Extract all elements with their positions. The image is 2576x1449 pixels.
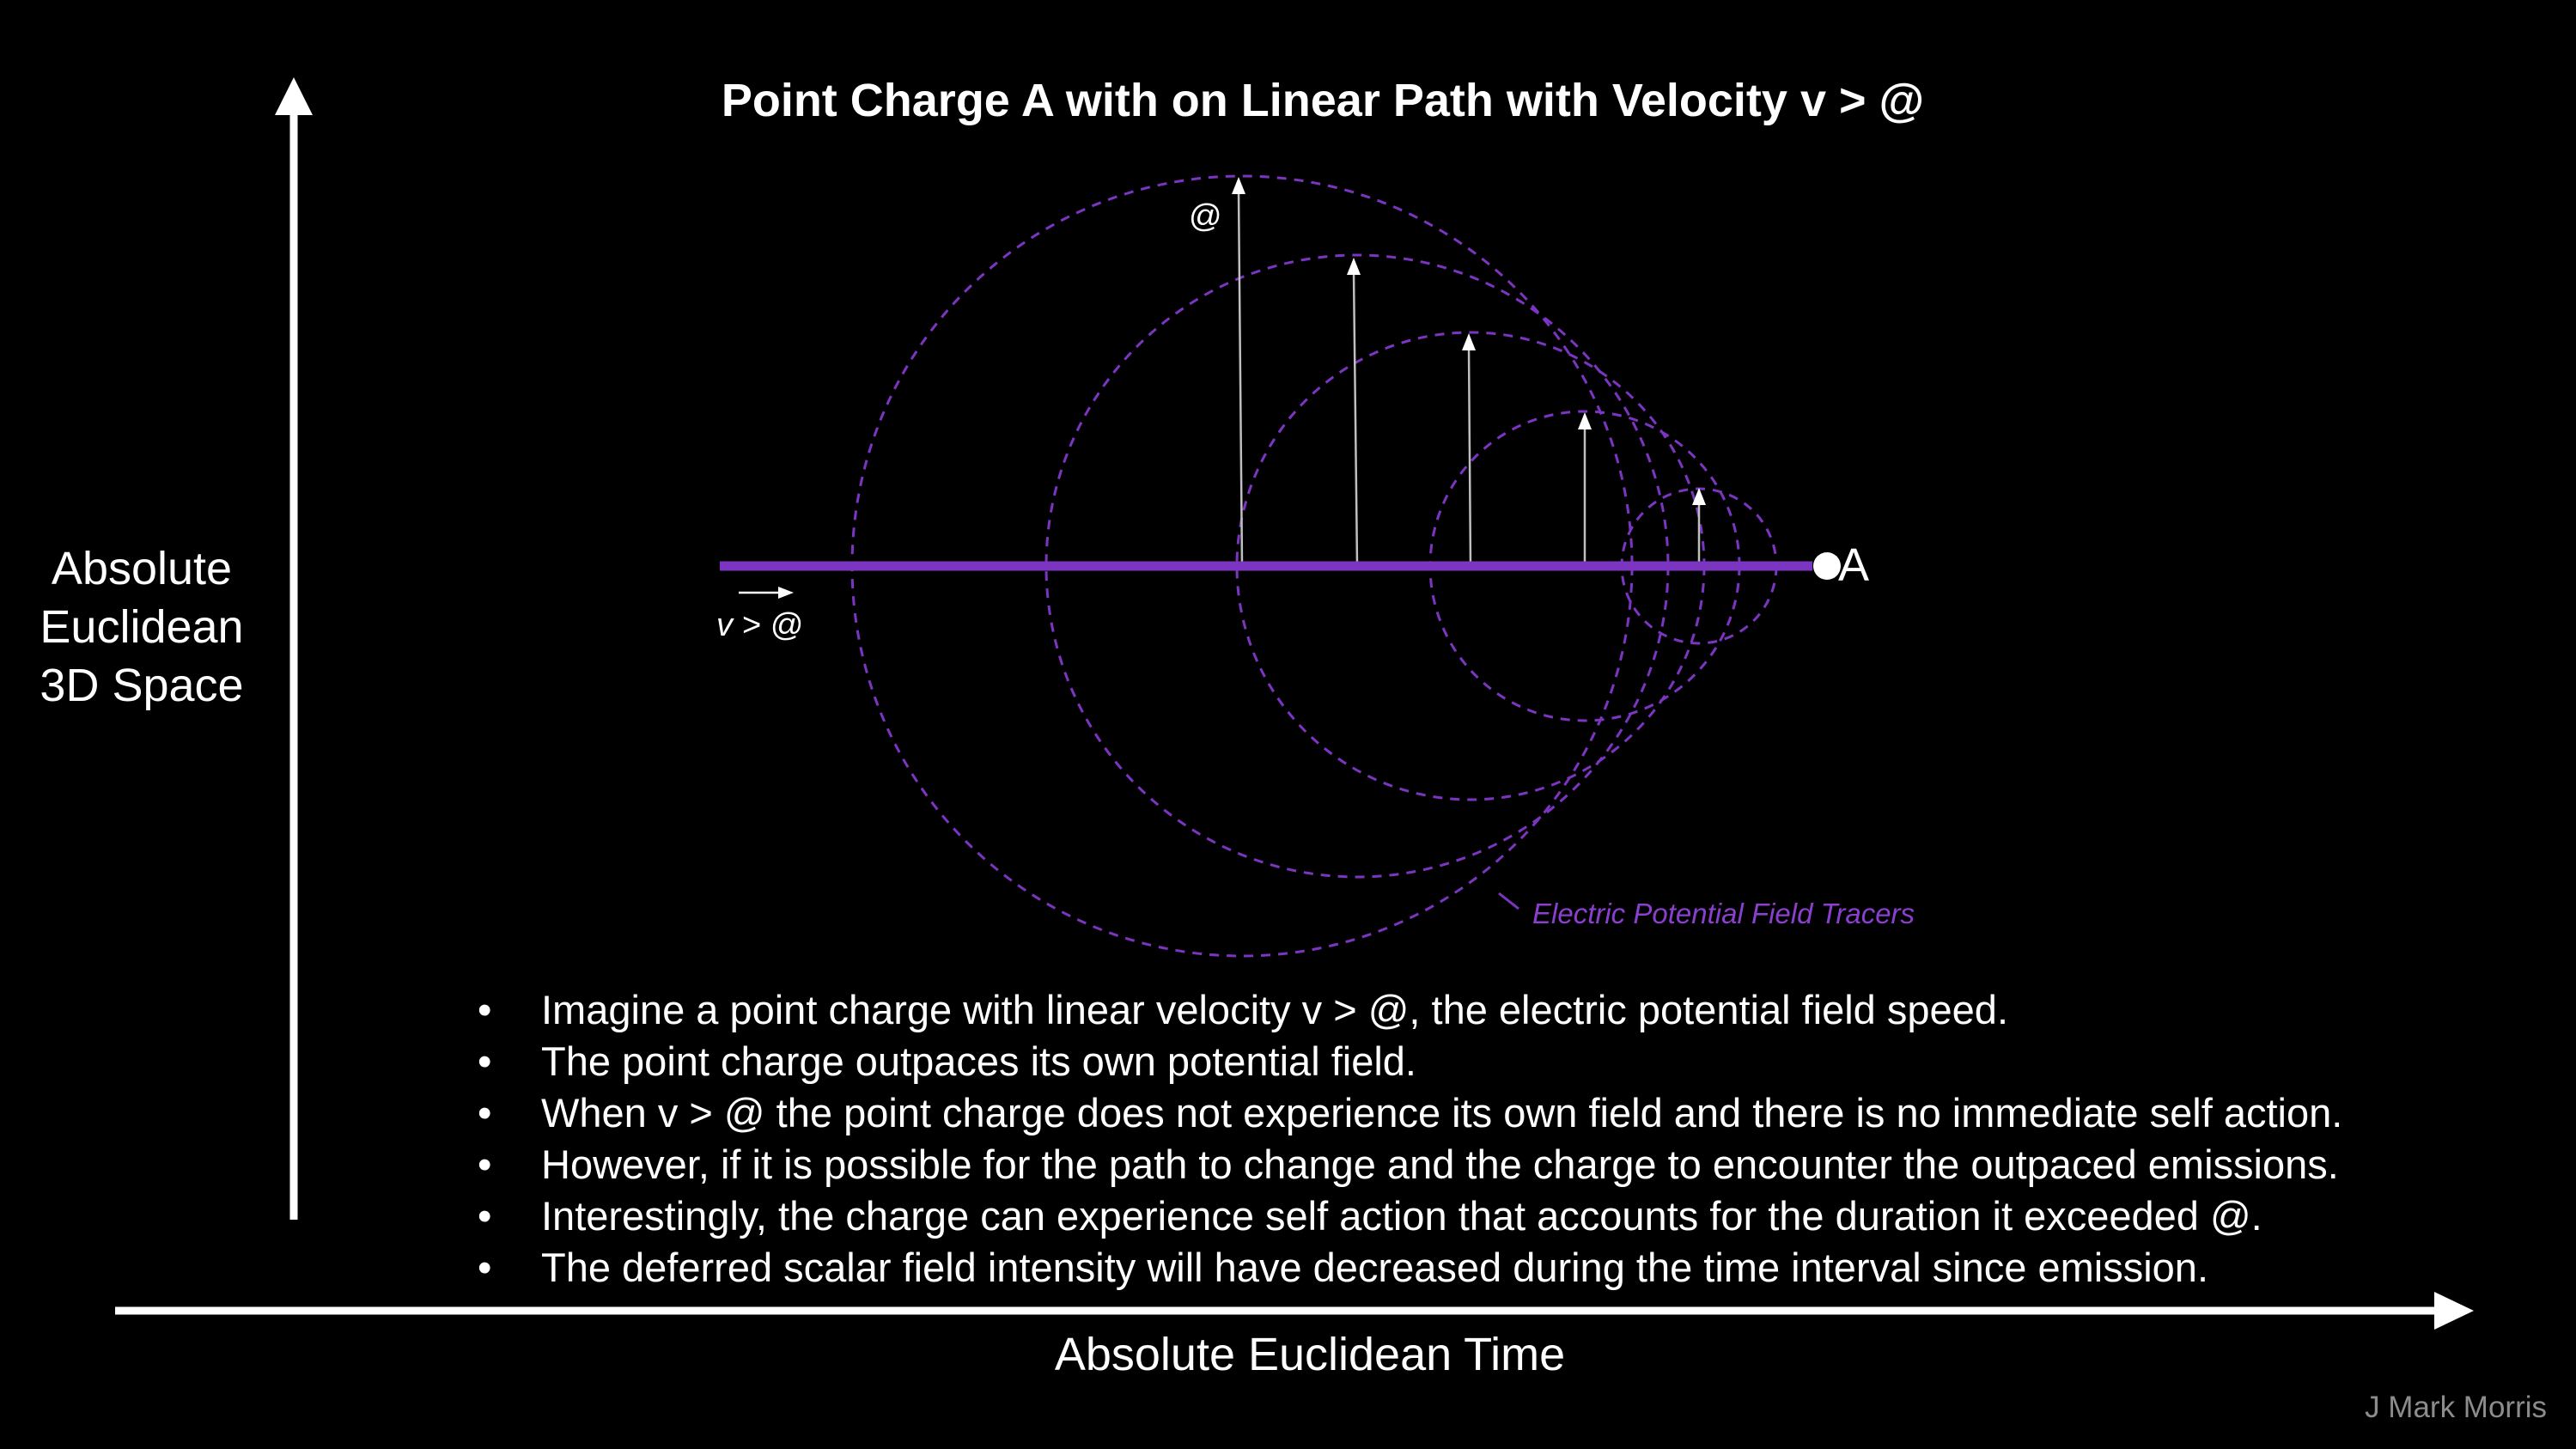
tracer-label-leader [1499, 893, 1519, 909]
charge-label: A [1838, 539, 1870, 591]
point-charge-a [1813, 552, 1841, 580]
y-axis-label-line-2: Euclidean [40, 601, 244, 653]
tracer-label: Electric Potential Field Tracers [1532, 898, 1915, 929]
bullet-item-1: • Imagine a point charge with linear velocity v > @, the electric potential field speed. [478, 984, 2342, 1036]
emission-arrowhead-3 [1462, 333, 1476, 350]
bullet-item-3: • When v > @ the point charge does not experience its own field and there is no immediate self action. [478, 1087, 2342, 1139]
velocity-arrowhead [778, 587, 794, 599]
emission-vectors [1232, 177, 1706, 566]
x-axis-arrowhead [2434, 1292, 2474, 1330]
emission-vector-1 [1239, 191, 1242, 566]
velocity-label: v > @ [716, 607, 803, 643]
diagram-title: Point Charge A with on Linear Path with Velocity v > @ [721, 75, 1925, 126]
y-axis-label [17, 539, 266, 715]
emission-arrowhead-2 [1347, 258, 1361, 275]
y-axis-label-line-1: Absolute [51, 543, 233, 594]
bullet-item-5: • Interestingly, the charge can experience self action that accounts for the duration it exceeded @. [478, 1190, 2342, 1242]
emission-arrowhead-4 [1578, 412, 1592, 429]
bullet-item-2: • The point charge outpaces its own potential field. [478, 1036, 2342, 1087]
bullet-item-6: • The deferred scalar field intensity will have decreased during the time interval since emission. [478, 1242, 2342, 1294]
x-axis-label: Absolute Euclidean Time [1054, 1329, 1566, 1380]
y-axis-label-line-3: 3D Space [40, 660, 244, 711]
emission-vector-3 [1469, 347, 1471, 566]
emission-vector-2 [1354, 271, 1357, 566]
bullet-list [478, 984, 2342, 1294]
bullet-item-4: • However, if it is possible for the path to change and the charge to encounter the outpaced emissions. [478, 1139, 2342, 1190]
emission-arrowhead-1 [1232, 177, 1245, 194]
field-speed-label: @ [1189, 198, 1222, 234]
author-credit: J Mark Morris [2365, 1391, 2547, 1424]
